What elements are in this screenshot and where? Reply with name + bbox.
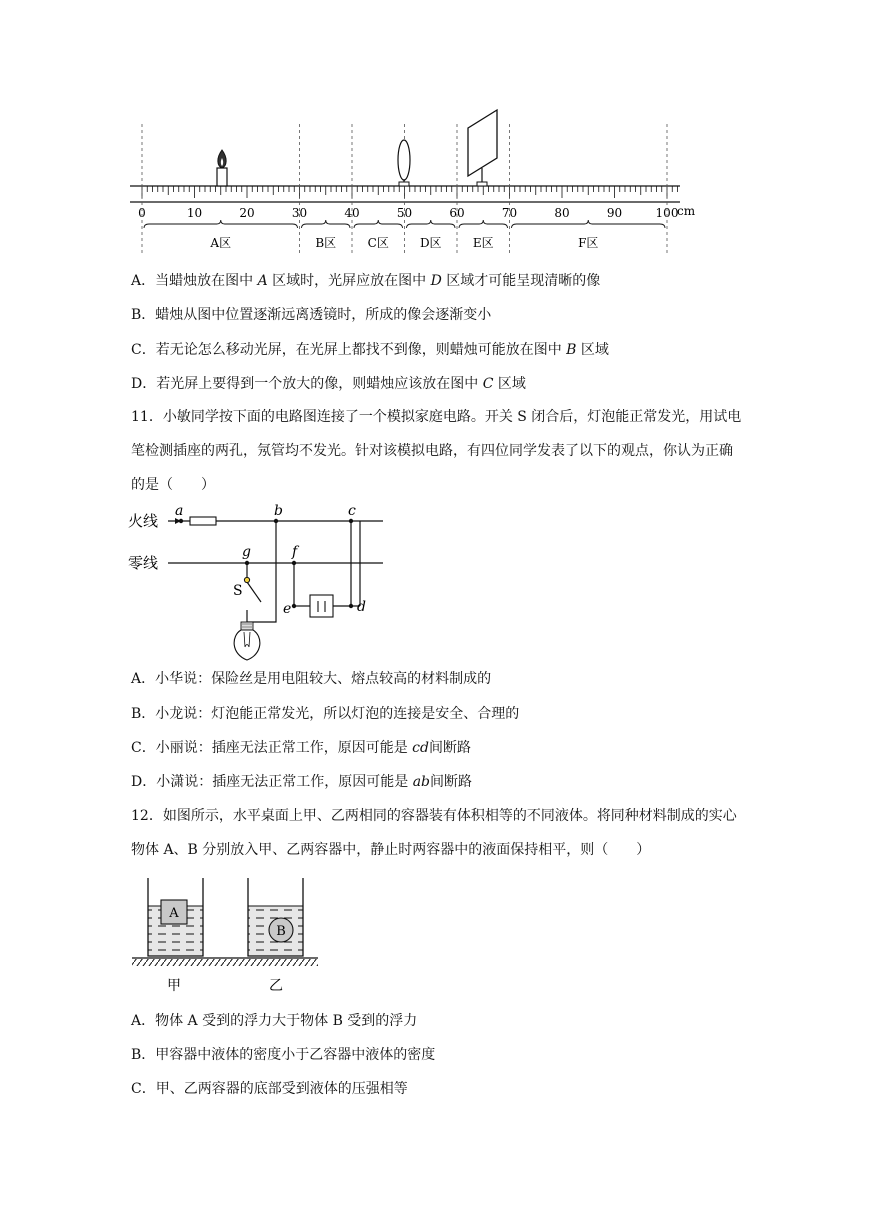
region-brace: [459, 220, 508, 228]
option-em: cd: [412, 740, 429, 756]
optical-bench-figure: [125, 108, 695, 263]
container-yi: [248, 878, 303, 956]
ruler-tick-label: 40: [344, 206, 360, 220]
region-brace: [302, 220, 351, 228]
neutral-wire-label: 零线: [128, 554, 159, 572]
option-em: A: [257, 273, 268, 289]
q10-option-b: [131, 305, 491, 325]
region-label: C区: [367, 236, 389, 250]
option-text: A．当蜡烛放在图中: [131, 273, 258, 289]
node-label: b: [274, 503, 283, 519]
convex-lens-icon: [398, 140, 410, 186]
option-text: 区域时，光屏应放在图中: [267, 273, 431, 289]
object-a-label: A: [169, 906, 179, 921]
label-jia: 甲: [167, 978, 181, 994]
q10-option-d: [131, 374, 526, 394]
object-b-label: B: [276, 924, 286, 939]
region-label: A区: [210, 236, 232, 250]
option-text: B．蜡烛从图中位置逐渐远离透镜时，所成的像会逐渐变小: [131, 307, 492, 323]
ruler-tick-label: 10: [186, 206, 203, 220]
node-label: c: [348, 503, 356, 519]
socket-icon: [310, 595, 333, 617]
containers-figure: [128, 874, 328, 998]
region-label: D区: [419, 236, 442, 250]
ruler-tick-label: 80: [554, 206, 570, 220]
node-label: g: [242, 544, 251, 560]
option-text: D．若光屏上要得到一个放大的像，则蜡烛应该放在图中: [131, 376, 483, 392]
live-wire-label: 火线: [128, 512, 159, 530]
ruler-tick-label: 90: [606, 206, 623, 220]
option-text: 区域: [493, 376, 526, 392]
q11-option-a: [131, 669, 491, 689]
circuit-figure: [128, 502, 388, 664]
option-text: D．小潇说：插座无法正常工作，原因可能是: [131, 774, 413, 790]
light-bulb-icon: [234, 622, 260, 660]
node-label: a: [175, 503, 184, 519]
option-text: 区域才可能呈现清晰的像: [441, 273, 601, 289]
ruler-tick-label: 100: [655, 206, 679, 220]
ruler-unit-label: cm: [677, 204, 695, 218]
q10-option-a: [131, 271, 600, 291]
option-text: C．若无论怎么移动光屏，在光屏上都找不到像，则蜡烛可能放在图中: [131, 342, 567, 358]
option-text: B．甲容器中液体的密度小于乙容器中液体的密度: [131, 1047, 436, 1063]
table-surface: [132, 959, 318, 966]
ruler: [130, 124, 695, 256]
q12-option-c: [131, 1079, 408, 1099]
option-text: C．小丽说：插座无法正常工作，原因可能是: [131, 740, 413, 756]
ruler-tick-label: 70: [501, 206, 518, 220]
region-brace: [144, 220, 298, 228]
option-text: A．物体 A 受到的浮力大于物体 B 受到的浮力: [131, 1013, 418, 1029]
switch-icon: [244, 577, 249, 582]
ruler-tick-label: 30: [291, 206, 308, 220]
region-label: F区: [578, 236, 599, 250]
ruler-tick-label: 50: [396, 206, 413, 220]
q11-stem: 11．小敏同学按下面的电路图连接了一个模拟家庭电路。开关 S 闭合后，灯泡能正常发光，用试电笔检测插座的两孔，氖管均不发光。针对该模拟电路，有四位同学发表了以下的观点，你认为正确的是（ ）: [131, 409, 742, 493]
option-text: 区域: [576, 342, 609, 358]
region-brace: [512, 220, 666, 228]
light-screen-icon: [468, 110, 497, 186]
option-text: B．小龙说：灯泡能正常发光，所以灯泡的连接是安全、合理的: [131, 706, 520, 722]
option-em: D: [430, 273, 442, 289]
q11-option-d: [131, 772, 472, 792]
ruler-tick-label: 0: [138, 206, 146, 220]
region-label: B区: [315, 236, 337, 250]
node-label: d: [357, 599, 366, 615]
node-label: e: [283, 601, 292, 617]
q12-option-a: [131, 1011, 417, 1031]
fuse-icon: [190, 517, 216, 525]
option-em: ab: [412, 774, 430, 790]
region-brace: [407, 220, 456, 228]
region-brace: [354, 220, 403, 228]
q12-stem: 12．如图所示，水平桌面上甲、乙两相同的容器装有体积相等的不同液体。将同种材料制成的实心物体 A、B 分别放入甲、乙两容器中，静止时两容器中的液面保持相平，则（ ）: [131, 808, 737, 858]
option-text: 间断路: [430, 774, 472, 790]
option-em: B: [566, 342, 577, 358]
q10-option-c: [131, 340, 609, 360]
candle-icon: [217, 150, 227, 186]
ruler-tick-label: 60: [449, 206, 465, 220]
label-yi: 乙: [269, 978, 283, 994]
option-text: A．小华说：保险丝是用电阻较大、熔点较高的材料制成的: [131, 671, 492, 687]
option-text: C．甲、乙两容器的底部受到液体的压强相等: [131, 1081, 408, 1097]
container-jia: [148, 878, 203, 956]
switch-label: S: [233, 583, 243, 599]
q12-option-b: [131, 1045, 435, 1065]
q11-option-b: [131, 704, 519, 724]
option-em: C: [482, 376, 494, 392]
node-label: f: [292, 544, 298, 560]
ruler-tick-label: 20: [239, 206, 255, 220]
q11-option-c: [131, 738, 471, 758]
option-text: 间断路: [428, 740, 471, 756]
region-label: E区: [472, 236, 494, 250]
